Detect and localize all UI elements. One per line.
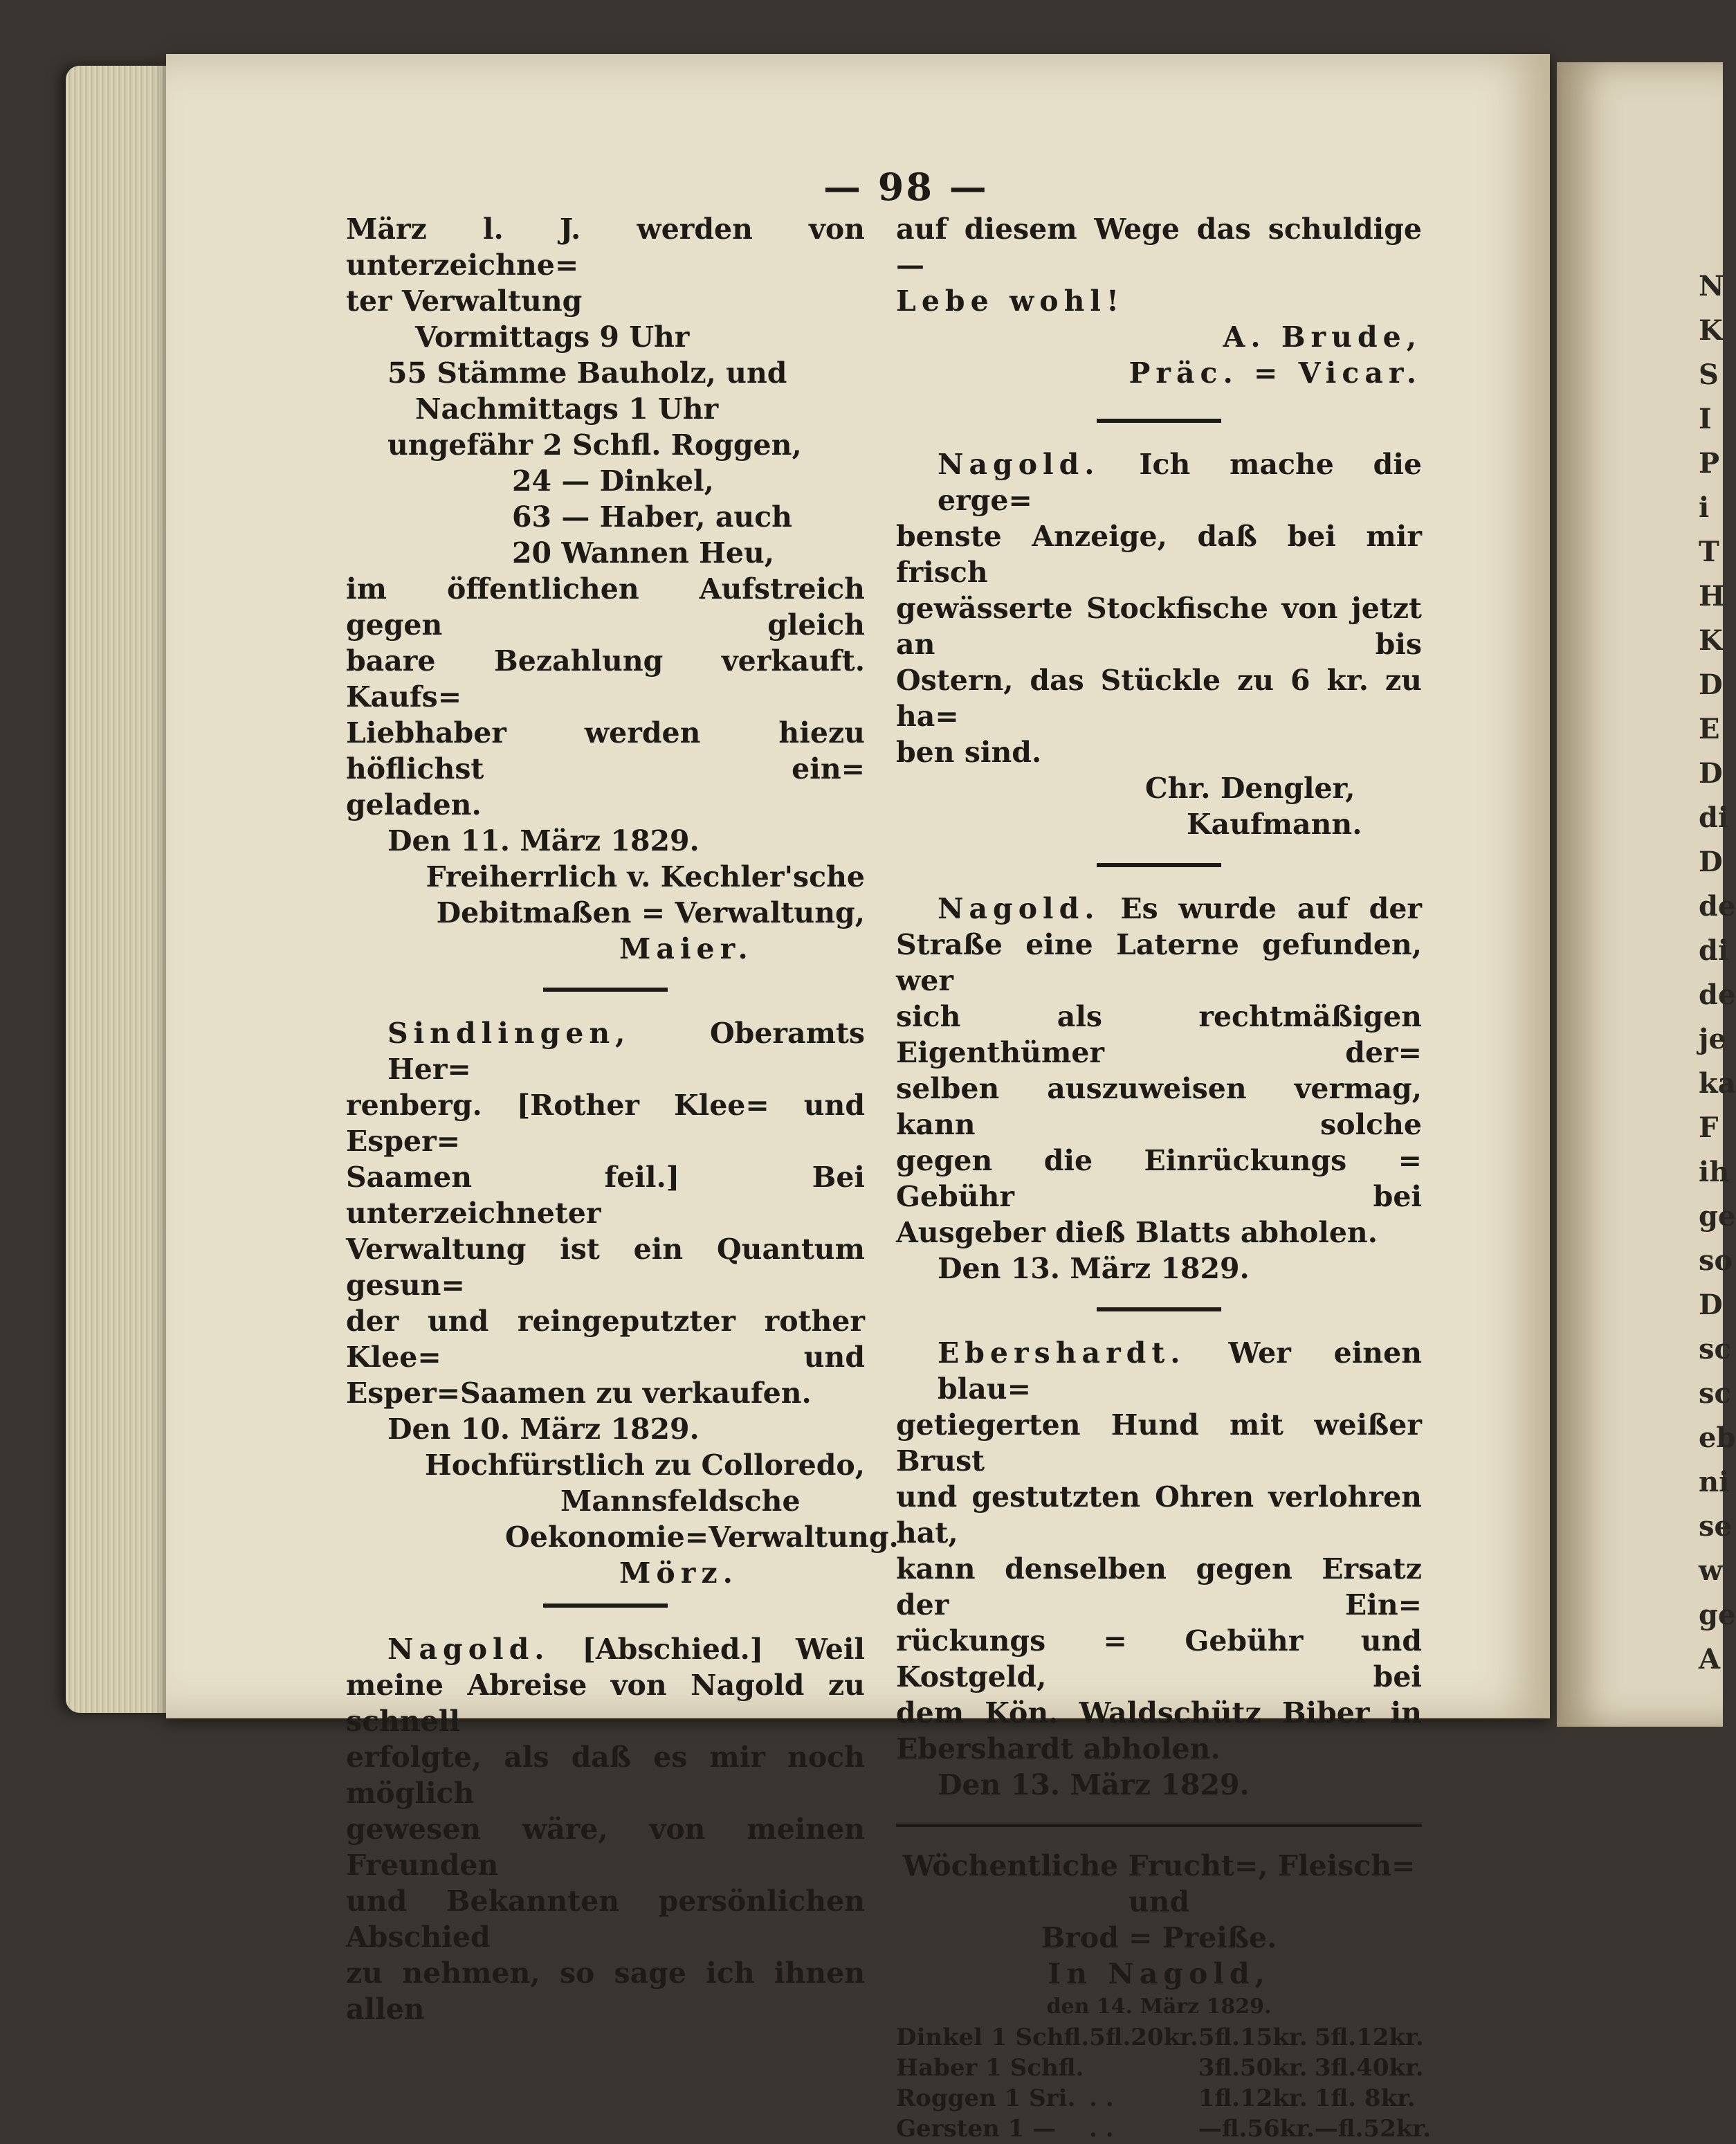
auction-signature-line: Freiherrlich v. Kechler'sche bbox=[426, 860, 865, 893]
text-line: und gestutzten Ohren verlohren hat, bbox=[896, 1480, 1422, 1550]
text-line: baare Bezahlung verkauft. Kaufs= bbox=[346, 644, 865, 714]
sindlingen-signature-line: Mannsfeldsche bbox=[560, 1484, 801, 1518]
text-line bbox=[896, 446, 1422, 518]
text-line: Verwaltung ist ein Quantum gesun= bbox=[346, 1233, 865, 1302]
place-heading: Ebershardt. bbox=[938, 1336, 1186, 1370]
next-page-fragment: so bbox=[1699, 1244, 1733, 1277]
next-page-fragment: sc bbox=[1699, 1377, 1731, 1410]
price-cell: Roggen 1 Sri. bbox=[896, 2084, 1076, 2112]
text-line: Ausgeber dieß Blatts abholen. bbox=[896, 1216, 1378, 1249]
price-cell: Haber 1 Schfl. bbox=[896, 2054, 1084, 2082]
text-span: [Abschied.] Weil bbox=[582, 1633, 865, 1666]
table-row bbox=[896, 2114, 1431, 2144]
page-number: — 98 — bbox=[823, 165, 989, 209]
text-line: Straße eine Laterne gefunden, wer bbox=[896, 928, 1422, 997]
section-divider bbox=[1097, 1307, 1221, 1311]
text-span: Wer einen blau= bbox=[938, 1336, 1423, 1406]
text-line: Vormittags 9 Uhr bbox=[415, 320, 690, 354]
signature-line: Präc. = Vicar. bbox=[1129, 356, 1422, 390]
price-cell: 3fl.50kr. bbox=[1198, 2054, 1308, 2082]
place-heading: Nagold. bbox=[938, 448, 1100, 481]
price-cell: Gersten 1 — bbox=[896, 2115, 1057, 2143]
next-page-fragment: di bbox=[1699, 934, 1729, 967]
next-page-fragment: i bbox=[1699, 491, 1710, 524]
price-cell bbox=[1089, 2053, 1198, 2083]
sindlingen-signature-line: Oekonomie=Verwaltung. bbox=[505, 1520, 899, 1554]
price-cell: —fl.52kr. bbox=[1314, 2115, 1431, 2143]
ebershardt-date: Den 13. März 1829. bbox=[938, 1768, 1250, 1801]
text-line: 63 — Haber, auch bbox=[512, 500, 792, 534]
section-divider bbox=[1097, 419, 1221, 423]
section-divider bbox=[543, 1604, 668, 1608]
text-line: erfolgte, als daß es mir noch möglich bbox=[346, 1741, 865, 1810]
next-page-fragment: E bbox=[1699, 713, 1720, 745]
prices-table bbox=[896, 2022, 1431, 2144]
next-page-fragment: D bbox=[1699, 757, 1723, 790]
text-line: 55 Stämme Bauholz, und bbox=[387, 356, 787, 390]
next-page-fragment: sc bbox=[1699, 1333, 1731, 1365]
price-cell: 5fl.15kr. bbox=[1198, 2024, 1308, 2051]
sindlingen-signature-line: Hochfürstlich zu Colloredo, bbox=[425, 1448, 865, 1482]
text-line: dem Kön. Waldschütz Biber in bbox=[896, 1696, 1422, 1729]
prices-divider bbox=[896, 1824, 1422, 1827]
text-line bbox=[896, 1335, 1422, 1407]
place-heading: Sindlingen, bbox=[387, 1017, 631, 1050]
price-cell: 3fl.40kr. bbox=[1314, 2054, 1424, 2082]
prices-title: Wöchentliche Frucht=, Fleisch= und bbox=[902, 1849, 1416, 1918]
book-page-edges bbox=[66, 66, 170, 1713]
text-line bbox=[346, 1631, 865, 1667]
text-line: Nachmittags 1 Uhr bbox=[415, 392, 719, 426]
text-line: der und reingeputzter rother Klee= und bbox=[346, 1305, 865, 1374]
text-span: Ich mache die erge= bbox=[938, 448, 1422, 517]
text-line: im öffentlichen Aufstreich gegen gleich bbox=[346, 572, 865, 642]
text-line: ungefähr 2 Schfl. Roggen, bbox=[387, 428, 802, 462]
next-page-fragment: N bbox=[1699, 270, 1724, 302]
next-page-fragment: di bbox=[1699, 801, 1729, 834]
price-cell: . . bbox=[1089, 2084, 1114, 2112]
next-page-fragment: D bbox=[1699, 846, 1723, 878]
text-line: benste Anzeige, daß bei mir frisch bbox=[896, 520, 1422, 589]
table-row bbox=[896, 2022, 1431, 2053]
next-page-fragment: de bbox=[1699, 979, 1736, 1011]
text-line bbox=[896, 891, 1422, 927]
next-page-fragment: T bbox=[1699, 536, 1719, 568]
sindlingen-date: Den 10. März 1829. bbox=[387, 1412, 700, 1446]
next-page-fragment: ge bbox=[1699, 1200, 1736, 1233]
nagold-date: Den 13. März 1829. bbox=[938, 1252, 1250, 1285]
text-span: Es wurde auf der bbox=[1120, 892, 1423, 925]
sindlingen-signature-name: Mörz. bbox=[619, 1556, 738, 1590]
next-page-fragment: P bbox=[1699, 447, 1720, 480]
text-span: Oberamts Her= bbox=[387, 1017, 865, 1086]
next-page-edge bbox=[1557, 62, 1736, 1727]
text-line: Lebe wohl! bbox=[896, 284, 1124, 318]
next-page-fragment: H bbox=[1699, 580, 1725, 612]
text-line: geladen. bbox=[346, 788, 482, 821]
text-line: meine Abreise von Nagold zu schnell bbox=[346, 1669, 865, 1738]
text-line: kann denselben gegen Ersatz der Ein= bbox=[896, 1552, 1422, 1621]
text-line: Saamen feil.] Bei unterzeichneter bbox=[346, 1161, 865, 1230]
next-page-fragment: ih bbox=[1699, 1156, 1730, 1188]
next-page-fragment: de bbox=[1699, 890, 1736, 923]
table-row bbox=[896, 2083, 1431, 2114]
text-line: März l. J. werden von unterzeichne= bbox=[346, 212, 865, 282]
next-page-fragment: se bbox=[1699, 1510, 1732, 1543]
table-row bbox=[896, 2053, 1431, 2083]
next-page-fragment: D bbox=[1699, 669, 1723, 701]
next-page-fragment: ge bbox=[1699, 1599, 1736, 1631]
text-line: 20 Wannen Heu, bbox=[512, 536, 775, 570]
prices-place: In Nagold, bbox=[1048, 1957, 1270, 1990]
text-line: auf diesem Wege das schuldige — bbox=[896, 212, 1422, 282]
next-page-fragment: w bbox=[1699, 1554, 1723, 1587]
section-divider bbox=[1097, 863, 1221, 867]
text-line: Esper=Saamen zu verkaufen. bbox=[346, 1377, 812, 1410]
next-page-fragment: je bbox=[1699, 1023, 1726, 1055]
price-cell: . . bbox=[1089, 2115, 1114, 2143]
text-line: rückungs = Gebühr und Kostgeld, bei bbox=[896, 1624, 1422, 1693]
text-line: gegen die Einrückungs = Gebühr bei bbox=[896, 1144, 1422, 1213]
next-page-fragment: ni bbox=[1699, 1466, 1730, 1498]
section-divider bbox=[543, 988, 668, 992]
next-page-fragment: D bbox=[1699, 1289, 1723, 1321]
price-cell: 1fl. 8kr. bbox=[1314, 2084, 1416, 2112]
signature-line: A. Brude, bbox=[1223, 320, 1422, 354]
next-page-fragment: K bbox=[1699, 624, 1723, 657]
text-line: Ebershardt abholen. bbox=[896, 1732, 1221, 1765]
place-heading: Nagold. bbox=[938, 892, 1100, 925]
price-cell: Dinkel 1 Schfl. bbox=[896, 2024, 1090, 2051]
price-cell: —fl.56kr. bbox=[1198, 2115, 1315, 2143]
price-cell: 1fl.12kr. bbox=[1198, 2084, 1308, 2112]
text-line: ter Verwaltung bbox=[346, 284, 583, 318]
next-page-fragment: F bbox=[1699, 1111, 1719, 1144]
text-line: sich als rechtmäßigen Eigenthümer der= bbox=[896, 1000, 1422, 1069]
text-line: Ostern, das Stückle zu 6 kr. zu ha= bbox=[896, 664, 1422, 733]
prices-title: Brod = Preiße. bbox=[1041, 1921, 1277, 1954]
text-line: getiegerten Hund mit weißer Brust bbox=[896, 1408, 1422, 1478]
prices-date: den 14. März 1829. bbox=[1046, 1995, 1272, 2019]
text-line: und Bekannten persönlichen Abschied bbox=[346, 1884, 865, 1954]
signature-line: Kaufmann. bbox=[1187, 808, 1362, 841]
place-heading: Nagold. bbox=[387, 1633, 550, 1666]
text-line: zu nehmen, so sage ich ihnen allen bbox=[346, 1956, 865, 2026]
text-line: Liebhaber werden hiezu höflichst ein= bbox=[346, 716, 865, 785]
text-line bbox=[346, 1015, 865, 1087]
auction-date: Den 11. März 1829. bbox=[387, 824, 700, 857]
next-page-fragment: eb bbox=[1699, 1421, 1736, 1454]
auction-signature-name: Maier. bbox=[619, 932, 753, 965]
text-line: 24 — Dinkel, bbox=[512, 464, 714, 498]
next-page-fragment: I bbox=[1699, 403, 1712, 435]
text-line: gewesen wäre, von meinen Freunden bbox=[346, 1813, 865, 1882]
next-page-fragment: ka bbox=[1699, 1067, 1736, 1100]
text-line: selben auszuweisen vermag, kann solche bbox=[896, 1072, 1422, 1141]
text-line: renberg. [Rother Klee= und Esper= bbox=[346, 1089, 865, 1158]
signature-line: Chr. Dengler, bbox=[1145, 772, 1355, 805]
right-column bbox=[896, 211, 1431, 2144]
left-column bbox=[346, 211, 899, 2027]
next-page-fragment: S bbox=[1699, 358, 1719, 391]
next-page-fragment: A bbox=[1699, 1643, 1721, 1675]
auction-signature-line: Debitmaßen = Verwaltung, bbox=[436, 896, 865, 929]
next-page-fragment: K bbox=[1699, 314, 1723, 347]
text-line: gewässerte Stockfische von jetzt an bis bbox=[896, 592, 1422, 661]
text-line: ben sind. bbox=[896, 736, 1042, 769]
price-cell: 5fl.20kr. bbox=[1089, 2024, 1198, 2051]
price-cell: 5fl.12kr. bbox=[1314, 2024, 1424, 2051]
